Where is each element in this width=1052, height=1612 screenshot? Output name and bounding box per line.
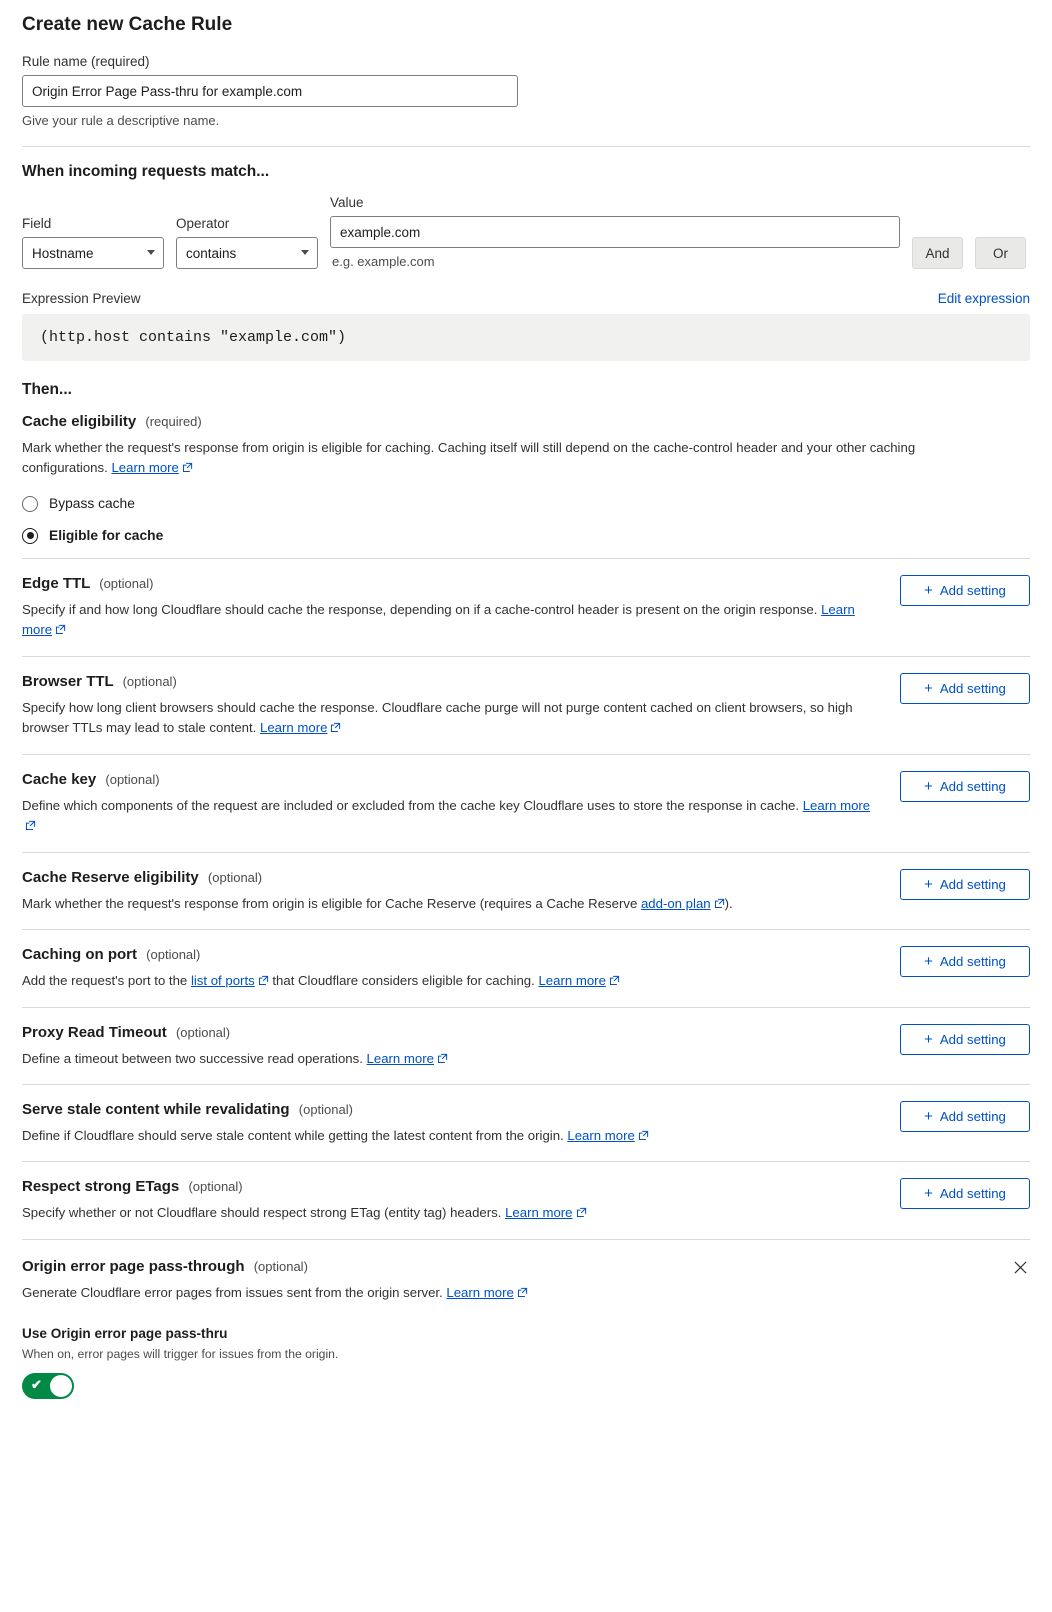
and-button[interactable]: And [912, 237, 963, 269]
radio-eligible-for-cache[interactable] [22, 528, 1030, 544]
caching-on-port-add-setting-button[interactable] [900, 946, 1030, 977]
toggle-knob [50, 1375, 72, 1397]
caching-on-port-desc [22, 971, 884, 992]
proxy-read-timeout-learn-more-link[interactable]: Learn more [366, 1050, 434, 1066]
operator-column [176, 216, 318, 269]
cache-key-title [22, 771, 884, 788]
cache-eligibility-title [22, 413, 1030, 430]
edge-ttl-add-setting-button[interactable] [900, 575, 1030, 606]
list-of-ports-link[interactable]: list of ports [190, 973, 255, 989]
respect-strong-etags-title-text: Respect strong ETags [22, 1178, 180, 1196]
cache-key-title-text: Cache key [22, 770, 97, 788]
radio-bypass-cache-label: Bypass cache [49, 496, 135, 512]
origin-error-page-desc-text: Generate Cloudflare error pages from issues sent from the origin server. [22, 1284, 447, 1300]
serve-stale-content-learn-more-link[interactable]: Learn more [567, 1127, 635, 1143]
cache-eligibility-required-tag: (required) [145, 414, 202, 429]
cache-reserve-add-setting-button[interactable] [900, 869, 1030, 900]
cache-eligibility-desc-text: Mark whether the request's response from origin is eligible for caching. Caching itself will still depend on the cache-control header and your other caching configurations. [22, 440, 916, 476]
external-link-icon [638, 1127, 649, 1147]
close-icon[interactable] [1010, 1258, 1030, 1278]
add-setting-label: Add setting [939, 778, 1006, 794]
add-setting-label: Add setting [939, 680, 1006, 696]
radio-bypass-cache[interactable] [22, 496, 1030, 512]
plus-icon: + [924, 953, 933, 971]
external-link-icon [330, 719, 341, 739]
cache-eligibility-learn-more-link[interactable]: Learn more [111, 460, 179, 476]
cache-reserve-title-text: Cache Reserve eligibility [22, 868, 199, 886]
external-link-icon [437, 1050, 448, 1070]
or-button[interactable]: Or [975, 237, 1026, 269]
browser-ttl-optional-tag: (optional) [122, 673, 177, 689]
origin-error-toggle-title: Use Origin error page pass-thru [22, 1326, 228, 1342]
rule-name-section [22, 54, 1030, 128]
cache-reserve-desc [22, 894, 884, 915]
serve-stale-content-add-setting-button[interactable] [900, 1101, 1030, 1132]
respect-strong-etags-block [22, 1162, 1030, 1239]
origin-error-toggle[interactable] [22, 1373, 74, 1399]
expression-label: Expression Preview [22, 291, 141, 306]
browser-ttl-block [22, 657, 1030, 755]
proxy-read-timeout-block [22, 1008, 1030, 1085]
cache-reserve-title [22, 869, 884, 886]
serve-stale-content-desc-text: Define if Cloudflare should serve stale content while getting the latest content from the origin. [22, 1127, 568, 1143]
external-link-icon [25, 817, 36, 837]
expression-header [22, 291, 1030, 306]
value-label: Value [330, 195, 364, 210]
caching-on-port-desc-mid: that Cloudflare considers eligible for caching. [268, 973, 539, 989]
add-setting-label: Add setting [939, 1031, 1006, 1047]
cache-reserve-desc-post: ). [724, 895, 733, 911]
radio-eligible-for-cache-label: Eligible for cache [49, 528, 164, 544]
then-heading: Then... [22, 381, 72, 398]
origin-error-toggle-sub: When on, error pages will trigger for issues from the origin. [22, 1347, 339, 1362]
respect-strong-etags-learn-more-link[interactable]: Learn more [505, 1205, 573, 1221]
value-hint: e.g. example.com [332, 254, 435, 269]
cache-key-learn-more-link[interactable]: Learn more [802, 797, 871, 813]
edge-ttl-desc-text: Specify if and how long Cloudflare should cache the response, depending on if a cache-control header is present on the origin response. [22, 601, 822, 617]
add-setting-label: Add setting [939, 876, 1006, 892]
external-link-icon [55, 621, 66, 641]
edit-expression-link[interactable]: Edit expression [937, 291, 1030, 306]
origin-error-page-title [22, 1258, 994, 1275]
field-select[interactable] [22, 237, 164, 269]
external-link-icon [182, 459, 193, 479]
cache-reserve-add-on-plan-link[interactable]: add-on plan [640, 895, 711, 911]
cache-key-desc-text: Define which components of the request are included or excluded from the cache key Cloudflare uses to store the response in cache. [22, 797, 803, 813]
proxy-read-timeout-desc-text: Define a timeout between two successive read operations. [22, 1050, 367, 1066]
proxy-read-timeout-optional-tag: (optional) [175, 1024, 231, 1040]
field-label: Field [22, 216, 52, 231]
edge-ttl-title [22, 575, 884, 592]
proxy-read-timeout-title [22, 1024, 884, 1041]
caching-on-port-block [22, 930, 1030, 1007]
cache-key-desc [22, 796, 884, 838]
value-input[interactable] [330, 216, 900, 248]
cache-key-add-setting-button[interactable] [900, 771, 1030, 802]
browser-ttl-title-text: Browser TTL [22, 672, 114, 690]
plus-icon: + [924, 581, 933, 599]
cache-reserve-eligibility-block [22, 853, 1030, 930]
cache-key-optional-tag: (optional) [105, 771, 160, 787]
edge-ttl-optional-tag: (optional) [99, 575, 154, 591]
respect-strong-etags-desc-text: Specify whether or not Cloudflare should respect strong ETag (entity tag) headers. [22, 1205, 506, 1221]
origin-error-page-optional-tag: (optional) [253, 1258, 308, 1274]
match-row [22, 195, 1030, 269]
external-link-icon [258, 972, 269, 992]
rule-name-input[interactable] [22, 75, 518, 107]
plus-icon: + [924, 875, 933, 893]
page-title: Create new Cache Rule [22, 14, 233, 35]
field-select-wrap [22, 237, 164, 269]
add-setting-label: Add setting [939, 1108, 1006, 1124]
external-link-icon [576, 1204, 587, 1224]
check-icon: ✔ [31, 1377, 42, 1393]
operator-label: Operator [176, 216, 230, 231]
expression-preview: (http.host contains "example.com") [22, 314, 1030, 361]
serve-stale-content-title [22, 1101, 884, 1118]
browser-ttl-desc-text: Specify how long client browsers should cache the response. Cloudflare cache purge will not purge content cached on client browsers, so high browser TTLs may lead to stale content. [22, 699, 853, 736]
external-link-icon [517, 1284, 528, 1304]
plus-icon: + [924, 777, 933, 795]
caching-on-port-title [22, 946, 884, 963]
serve-stale-content-title-text: Serve stale content while revalidating [22, 1100, 290, 1118]
add-setting-label: Add setting [939, 954, 1006, 970]
serve-stale-content-block [22, 1085, 1030, 1162]
add-setting-label: Add setting [939, 1186, 1006, 1202]
external-link-icon [714, 895, 725, 915]
caching-on-port-title-text: Caching on port [22, 946, 137, 964]
respect-strong-etags-title [22, 1178, 884, 1195]
divider [22, 146, 1030, 147]
serve-stale-content-optional-tag: (optional) [298, 1101, 353, 1117]
origin-error-page-desc [22, 1283, 994, 1304]
cache-reserve-optional-tag: (optional) [207, 869, 263, 885]
plus-icon: + [924, 1185, 933, 1203]
cache-eligibility-desc [22, 438, 1002, 480]
plus-icon: + [924, 679, 933, 697]
match-heading: When incoming requests match... [22, 163, 270, 180]
browser-ttl-title [22, 673, 884, 690]
browser-ttl-learn-more-link[interactable]: Learn more [259, 720, 328, 736]
origin-error-page-block [22, 1240, 1030, 1409]
cache-key-block [22, 755, 1030, 853]
respect-strong-etags-optional-tag: (optional) [188, 1179, 243, 1195]
cache-eligibility-block [22, 399, 1030, 559]
browser-ttl-desc [22, 698, 884, 740]
rule-name-label: Rule name (required) [22, 54, 150, 69]
radio-icon-selected[interactable] [22, 528, 38, 544]
caching-on-port-desc-pre: Add the request's port to the [22, 973, 191, 989]
proxy-read-timeout-title-text: Proxy Read Timeout [22, 1023, 167, 1041]
caching-on-port-optional-tag: (optional) [146, 947, 201, 963]
browser-ttl-add-setting-button[interactable] [900, 673, 1030, 704]
proxy-read-timeout-desc [22, 1049, 884, 1070]
origin-error-page-learn-more-link[interactable]: Learn more [446, 1284, 514, 1300]
add-setting-label: Add setting [939, 582, 1006, 598]
edge-ttl-title-text: Edge TTL [22, 574, 91, 592]
origin-error-page-title-text: Origin error page pass-through [22, 1257, 245, 1275]
serve-stale-content-desc [22, 1126, 884, 1147]
respect-strong-etags-desc [22, 1203, 884, 1224]
external-link-icon [609, 972, 620, 992]
field-column [22, 216, 164, 269]
plus-icon: + [924, 1107, 933, 1125]
cache-eligibility-title-text: Cache eligibility [22, 413, 137, 430]
rule-name-help: Give your rule a descriptive name. [22, 113, 220, 128]
operator-select[interactable] [176, 237, 318, 269]
caching-on-port-learn-more-link[interactable]: Learn more [538, 973, 606, 989]
respect-strong-etags-add-setting-button[interactable] [900, 1178, 1030, 1209]
radio-icon[interactable] [22, 496, 38, 512]
operator-select-wrap [176, 237, 318, 269]
value-column [330, 195, 900, 269]
plus-icon: + [924, 1030, 933, 1048]
edge-ttl-block [22, 559, 1030, 657]
edge-ttl-learn-more-link[interactable]: Learn more [22, 601, 855, 638]
cache-reserve-desc-text: Mark whether the request's response from origin is eligible for Cache Reserve (requires a Cache Reserve [22, 895, 641, 911]
edge-ttl-desc [22, 600, 884, 642]
proxy-read-timeout-add-setting-button[interactable] [900, 1024, 1030, 1055]
